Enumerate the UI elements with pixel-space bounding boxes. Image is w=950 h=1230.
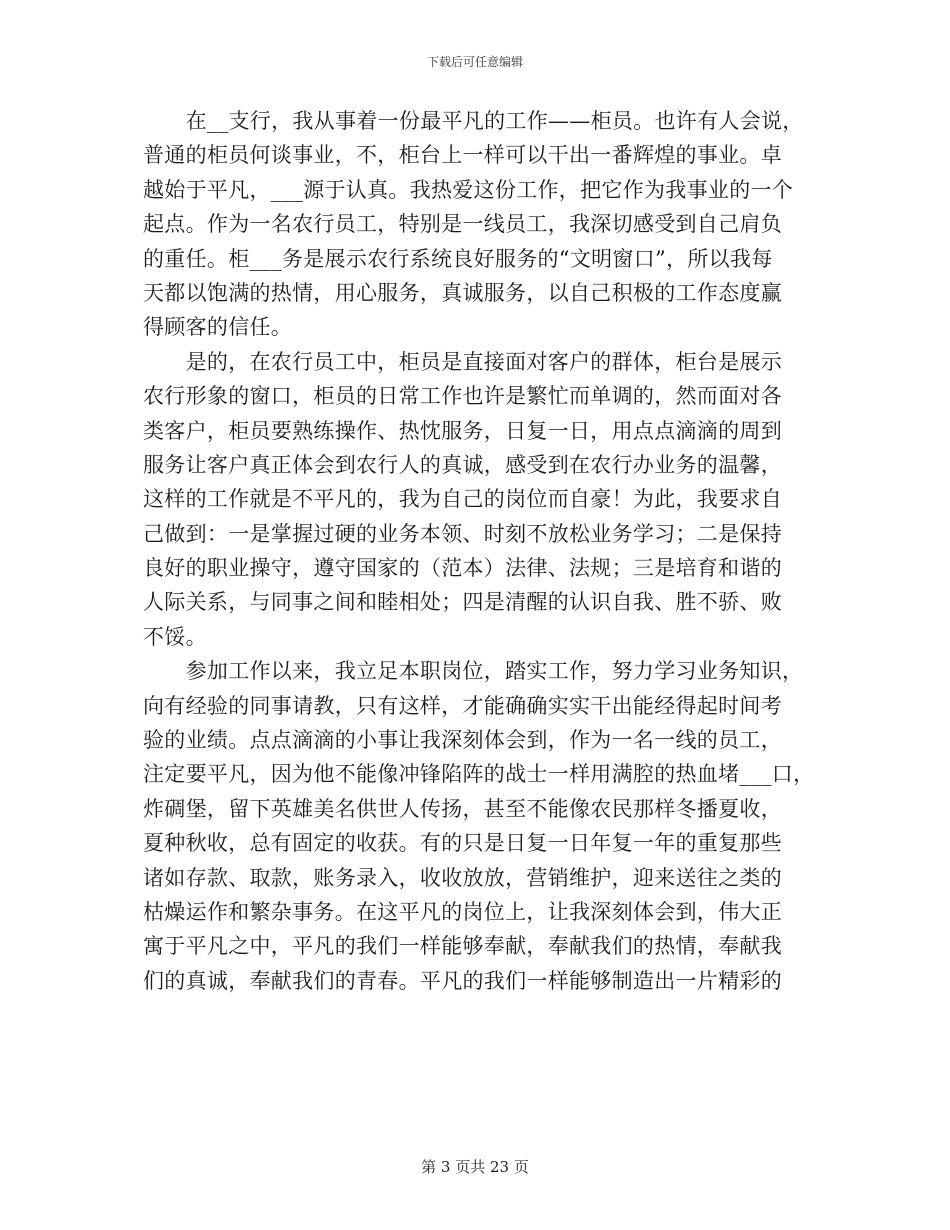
text-line: 们的真诚，奉献我们的青春。平凡的我们一样能够制造出一片精彩的 — [143, 968, 782, 993]
text-line: 验的业绩。点点滴滴的小事让我深刻体会到，作为一名一线的员工， — [143, 728, 782, 753]
text-line: 普通的柜员何谈事业，不，柜台上一样可以干出一番辉煌的事业。卓 — [143, 143, 782, 168]
text-line: 诸如存款、取款，账务录入，收收放放，营销维护，迎来送往之类的 — [143, 865, 782, 890]
text-line: 在__支行，我从事着一份最平凡的工作——柜员。也许有人会说， — [143, 109, 804, 133]
text-line: 天都以饱满的热情，用心服务，真诚服务，以自己积极的工作态度赢 — [143, 280, 782, 305]
text-line: 人际关系，与同事之间和睦相处；四是清醒的认识自我、胜不骄、败 — [143, 590, 782, 615]
text-line: 枯燥运作和繁杂事务。在这平凡的岗位上，让我深刻体会到，伟大正 — [143, 899, 782, 924]
text-line: 不馁。 — [143, 624, 207, 649]
text-line: 越始于平凡，___源于认真。我热爱这份工作，把它作为我事业的一个 — [143, 177, 794, 202]
text-line: 服务让客户真正体会到农行人的真诚，感受到在农行办业务的温馨， — [143, 452, 782, 477]
text-line: 注定要平凡，因为他不能像冲锋陷阵的战士一样用满腔的热血堵___口， — [143, 762, 815, 787]
page-header: 下载后可任意编辑 — [426, 55, 523, 69]
text-line: 起点。作为一名农行员工，特别是一线员工，我深切感受到自己肩负 — [143, 212, 782, 237]
document-body — [143, 104, 823, 998]
text-line: 是的，在农行员工中，柜员是直接面对客户的群体，柜台是展示 — [143, 349, 782, 374]
text-line: 类客户，柜员要熟练操作、热忱服务，日复一日，用点点滴滴的周到 — [143, 418, 782, 443]
text-line: 向有经验的同事请教，只有这样，才能确确实实干出能经得起时间考 — [143, 693, 782, 718]
text-line: 参加工作以来，我立足本职岗位，踏实工作，努力学习业务知识， — [143, 659, 804, 684]
page-number: 第 3 页共 23 页 — [421, 1158, 529, 1176]
text-line: 得顾客的信任。 — [143, 315, 293, 340]
text-line: 农行形象的窗口，柜员的日常工作也许是繁忙而单调的，然而面对各 — [143, 384, 782, 409]
text-line: 良好的职业操守，遵守国家的（范本）法律、法规；三是培育和谐的 — [143, 556, 782, 581]
text-line: 寓于平凡之中，平凡的我们一样能够奉献，奉献我们的热情，奉献我 — [143, 934, 782, 959]
text-line: 的重任。柜___务是展示农行系统良好服务的“文明窗口”，所以我每 — [143, 246, 773, 271]
text-line: 夏种秋收，总有固定的收获。有的只是日复一日年复一年的重复那些 — [143, 831, 782, 856]
text-line: 这样的工作就是不平凡的，我为自己的岗位而自豪！为此，我要求自 — [143, 487, 782, 512]
text-line: 己做到：一是掌握过硬的业务本领、时刻不放松业务学习；二是保持 — [143, 521, 782, 546]
text-line: 炸碉堡，留下英雄美名供世人传扬，甚至不能像农民那样冬播夏收， — [143, 796, 782, 821]
